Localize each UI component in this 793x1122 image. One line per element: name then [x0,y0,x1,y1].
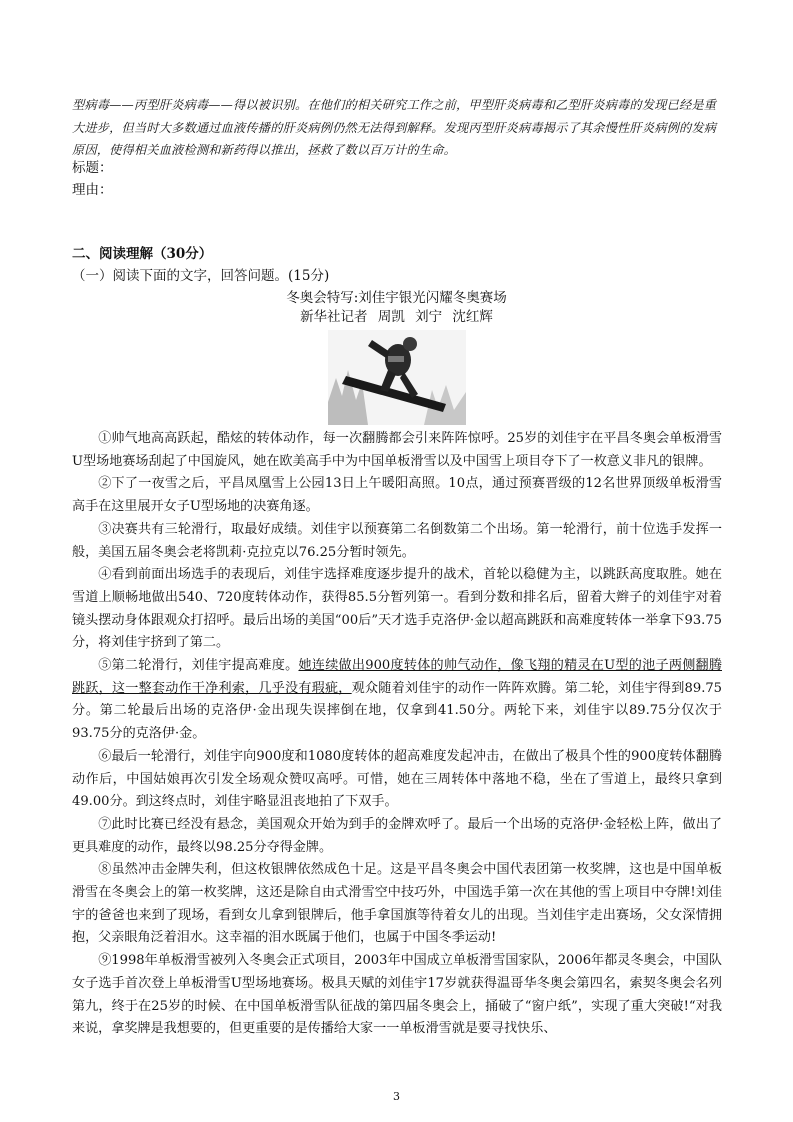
subsection-title: （一）阅读下面的文字，回答问题。(15分) [72,268,330,284]
reason-label: 理由： [72,182,113,198]
article-paragraph-2: ②下了一夜雪之后，平昌凤凰雪上公园13日上午暖阳高照。10点，通过预赛晋级的12名世界顶级单板滑雪高手在这里展开女子U型场地的决赛角逐。 [72,476,722,515]
snowboarder-photo [328,330,466,425]
article-paragraph-4: ④看到前面出场选手的表现后，刘佳宇选择难度逐步提升的战术，首轮以稳健为主，以跳跃高度取胜。她在雪道上顺畅地做出540、720度转体动作，获得85.5分暂列第一。看到分数和排名后，留着大辫子的刘佳宇对着镜头摆动身体跟观众打招呼。最后出场的美国“00后”天才选手克洛伊·金以超高跳跃和高难度转体一举拿下93.75分，将刘佳宇挤到了第二。 [72,567,722,651]
intro-paragraph: 型病毒——丙型肝炎病毒——得以被识别。在他们的相关研究工作之前，甲型肝炎病毒和乙型肝炎病毒的发现已经是重大进步，但当时大多数通过血液传播的肝炎病例仍然无法得到解释。发现丙型肝炎病毒揭示了其余慢性肝炎病例的发病原因，使得相关血液检测和新药得以推出，拯救了数以百万计的生命。 [72,98,717,158]
paragraph-5-start: ⑤第二轮滑行，刘佳宇提高难度。 [98,658,299,674]
article-paragraph-1: ①帅气地高高跃起，酷炫的转体动作，每一次翻腾都会引来阵阵惊呼。25岁的刘佳宇在平昌冬奥会单板滑雪U型场地赛场刮起了中国旋风，她在欧美高手中为中国单板滑雪以及中国雪上项目夺下了一枚意义非凡的银牌。 [72,431,722,469]
article-paragraph-5 [72,655,722,746]
section-title: 二、阅读理解（30分） [72,246,213,262]
paragraph-5-underlined-sentence: 她连续做出900度转体的帅气动作，像飞翔的精灵在U型的池子两侧翻腾跳跃，这一整套动作干净利索，几乎没有瑕疵， [72,658,722,696]
snowboarder-illustration [328,330,466,425]
article-paragraph-8: ⑧虽然冲击金牌失利，但这枚银牌依然成色十足。这是平昌冬奥会中国代表团第一枚奖牌，这也是中国单板滑雪在冬奥会上的第一枚奖牌，这还是除自由式滑雪空中技巧外，中国选手第一次在其他的雪上项目中夺牌!刘佳宇的爸爸也来到了现场，看到女儿拿到银牌后，他手拿国旗等待着女儿的出现。当刘佳宇走出赛场，父女深情拥抱，父亲眼角泛着泪水。这幸福的泪水既属于他们，也属于中国冬季运动! [72,862,722,946]
article-paragraph-7: ⑦此时比赛已经没有悬念，美国观众开始为到手的金牌欢呼了。最后一个出场的克洛伊·金轻松上阵，做出了更具难度的动作，最终以98.25分夺得金牌。 [72,816,722,855]
article-paragraph-3: ③决赛共有三轮滑行，取最好成绩。刘佳宇以预赛第二名倒数第二个出场。第一轮滑行，前十位选手发挥一般，美国五届冬奥会老将凯莉·克拉克以76.25分暂时领先。 [72,521,722,560]
article-title: 冬奥会特写:刘佳宇银光闪耀冬奥赛场 [286,290,507,306]
paragraph-5-end: 观众随着刘佳宇的动作一阵阵欢腾。第二轮，刘佳宇得到89.75分。第二轮最后出场的克洛伊·金出现失误摔倒在地，仅拿到41.50分。两轮下来，刘佳宇以89.75分仅次于93.75分的克洛伊·金。 [72,680,723,742]
article-body [72,428,722,1041]
title-label: 标题： [72,160,113,176]
article-byline: 新华社记者 周凯 刘宁 沈红辉 [300,309,493,325]
page-number: 3 [393,1090,400,1103]
article-paragraph-6: ⑥最后一轮滑行，刘佳宇向900度和1080度转体的超高难度发起冲击，在做出了极具个性的900度转体翻腾动作后，中国姑娘再次引发全场观众赞叹高呼。可惜，她在三周转体中落地不稳，坐在了雪道上，最终只拿到49.00分。到这终点时，刘佳宇略显沮丧地拍了下双手。 [72,748,722,810]
article-paragraph-9: ⑨1998年单板滑雪被列入冬奥会正式项目，2003年中国成立单板滑雪国家队，2006年都灵冬奥会，中国队女子选手首次登上单板滑雪U型场地赛场。极具天赋的刘佳宇17岁就获得温哥华冬奥会第四名，索契冬奥会名列第九，终于在25岁的时候、在中国单板滑雪队征战的第四届冬奥会上，捅破了“窗户纸”，实现了重大突破!“对我来说，拿奖牌是我想要的，但更重要的是传播给大家一一单板滑雪就是要寻找快乐、 [72,953,722,1037]
